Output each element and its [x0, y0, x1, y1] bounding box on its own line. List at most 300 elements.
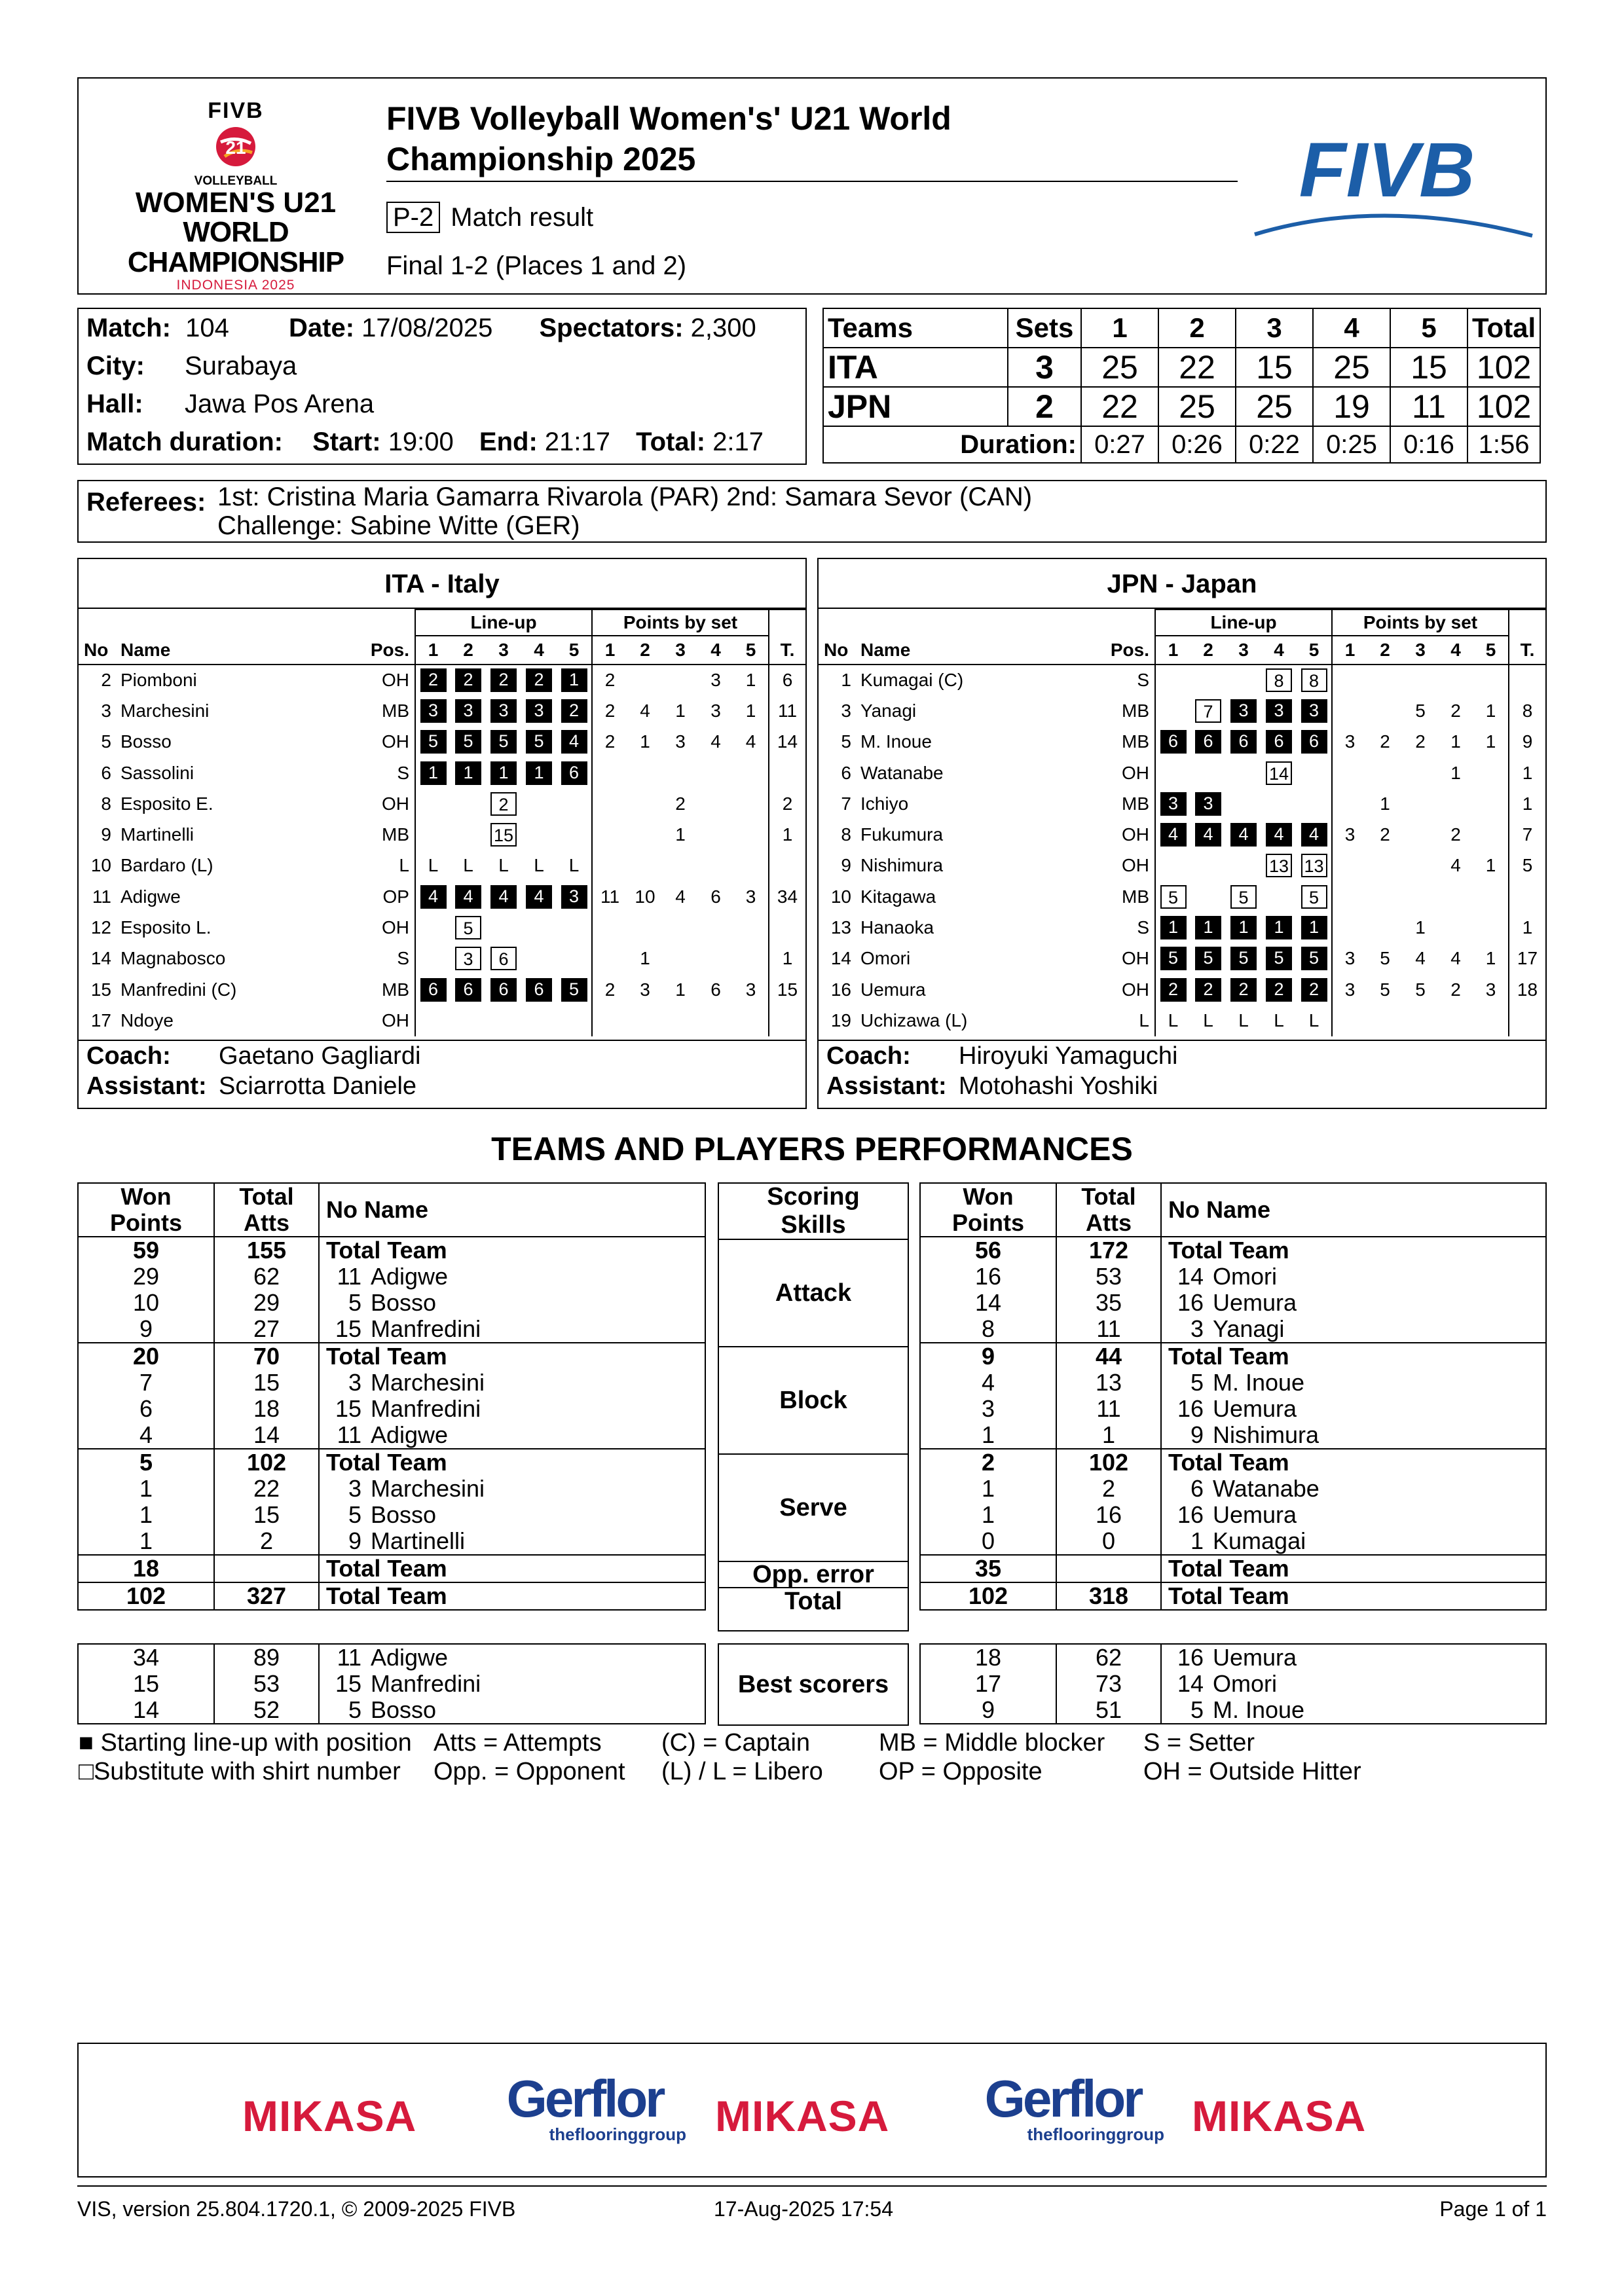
set-points: [1332, 757, 1367, 788]
set-points: [698, 912, 733, 943]
gerflor-tagline: theflooringgroup: [549, 2124, 686, 2144]
won-points: 3: [920, 1396, 1056, 1422]
starting-position-box: 1: [1301, 916, 1327, 939]
starting-position-box: 3: [526, 699, 552, 723]
lineup-cell: [451, 757, 486, 788]
city-value: Surabaya: [185, 352, 297, 380]
player-position: MB: [1122, 731, 1149, 752]
lineup-cell: [1155, 1005, 1190, 1036]
player-number: 5: [1190, 1369, 1204, 1396]
total-points: 102: [1467, 387, 1540, 426]
player-total-points: [1509, 665, 1545, 695]
player-number: 5: [101, 731, 111, 752]
player-name: Total Team: [326, 1555, 447, 1582]
player-position: OH: [1122, 824, 1149, 845]
total-attempts: 27: [214, 1316, 319, 1343]
player-number: 9: [841, 855, 851, 876]
starting-position-box: 5: [1195, 947, 1221, 970]
starting-position-box: 3: [1266, 699, 1292, 723]
player-name: Total Team: [1168, 1555, 1289, 1582]
lineup-cell: [451, 1005, 486, 1036]
set-score: 22: [1081, 387, 1158, 426]
libero-marker: L: [1203, 1010, 1213, 1030]
player-cell: [319, 1671, 705, 1697]
assistant-name: Sciarrotta Daniele: [219, 1072, 417, 1100]
lineup-cell: [1190, 695, 1226, 726]
player-name: Adigwe: [120, 886, 181, 907]
set-points: [698, 788, 733, 819]
set-points: 1: [675, 979, 686, 1000]
starting-position-box: 2: [420, 668, 447, 692]
logo-line1: WOMEN'S U21: [135, 187, 337, 219]
legend-item: (C) = Captain: [661, 1729, 811, 1757]
lineup-cell: [1297, 943, 1332, 974]
team-a-performance-table: [77, 1182, 706, 1611]
starting-position-box: 5: [420, 730, 447, 754]
set-points: [698, 943, 733, 974]
set-points: [592, 757, 627, 788]
player-position: S: [397, 762, 409, 783]
total-attempts: 11: [1056, 1316, 1161, 1343]
set-duration: 0:22: [1236, 426, 1313, 463]
start-label: Start:: [312, 428, 381, 456]
set-points: 5: [1415, 700, 1426, 721]
won-points-header: [78, 1183, 214, 1237]
player-row: [819, 727, 1545, 757]
lineup-cell: [1155, 819, 1190, 850]
substitute-number-box: 3: [455, 947, 481, 970]
player-number: 8: [101, 793, 111, 814]
starting-position-box: 4: [490, 885, 517, 909]
lineup-cell: [1155, 850, 1190, 881]
set-points: 4: [1450, 948, 1461, 969]
header-line: Points: [109, 1209, 182, 1236]
player-cell: [1161, 1644, 1546, 1671]
set-points: [592, 819, 627, 850]
player-name: Yanagi: [1213, 1315, 1285, 1342]
lineup-cell: [1261, 1005, 1297, 1036]
lineup-cell: [1226, 943, 1261, 974]
libero-marker: L: [1168, 1010, 1179, 1030]
set-points: [1367, 1005, 1403, 1036]
player-row: [79, 695, 805, 726]
set-points: [1367, 850, 1403, 881]
lineup-cell: [415, 943, 451, 974]
player-cell: [319, 1555, 705, 1582]
set-points: [1438, 788, 1473, 819]
total-attempts: 51: [1056, 1697, 1161, 1724]
player-total-points: [769, 850, 805, 881]
performances-title: TEAMS AND PLAYERS PERFORMANCES: [491, 1131, 1133, 1167]
player-total-points: 17: [1509, 943, 1545, 974]
starting-position-box: 1: [1160, 916, 1187, 939]
logo-volleyball-text: VOLLEYBALL: [194, 174, 278, 188]
set-points: [1438, 912, 1473, 943]
lineup-cell: [486, 943, 521, 974]
player-name: Esposito L.: [120, 917, 212, 938]
starting-position-box: 3: [1301, 699, 1327, 723]
footer-timestamp: 17-Aug-2025 17:54: [714, 2197, 893, 2221]
spacer-cell: [819, 610, 1155, 636]
player-position: OH: [382, 1010, 409, 1030]
won-points: 4: [920, 1370, 1056, 1396]
player-number: 16: [1177, 1395, 1204, 1422]
performance-row: [78, 1502, 705, 1528]
gerflor-logo-text: Gerflor: [984, 2069, 1141, 2128]
lineup-cell: [1226, 727, 1261, 757]
starting-position-box: 3: [561, 885, 587, 909]
player-name: Marchesini: [371, 1475, 485, 1502]
lineup-cell: [521, 695, 557, 726]
substitute-number-box: 7: [1195, 699, 1221, 723]
performance-row: [78, 1290, 705, 1316]
player-total-points: 34: [769, 881, 805, 912]
document-title: [386, 98, 1238, 179]
lineup-cell: [1297, 695, 1332, 726]
performance-row: [78, 1555, 705, 1582]
won-points: 9: [78, 1316, 214, 1343]
performance-row: [920, 1582, 1546, 1610]
set-points: 2: [1380, 824, 1390, 845]
player-row: [79, 665, 805, 695]
score-header: 3: [1236, 308, 1313, 348]
player-cell: [1161, 1422, 1546, 1449]
player-number: 15: [335, 1395, 361, 1422]
libero-marker: L: [1274, 1010, 1284, 1030]
set-points: 2: [675, 793, 686, 814]
skill-label: Total: [784, 1587, 842, 1615]
lineup-cell: [1190, 788, 1226, 819]
score-header: Sets: [1008, 308, 1081, 348]
player-cell: [319, 1343, 705, 1370]
header-line: Won: [120, 1183, 172, 1210]
player-total-points: 1: [1509, 757, 1545, 788]
won-points: 18: [920, 1644, 1056, 1671]
col-lineup-set: 4: [1274, 640, 1284, 660]
col-points-set: 5: [1485, 640, 1496, 660]
player-position: MB: [1122, 700, 1149, 721]
set-points: 2: [1450, 824, 1461, 845]
lineup-cell: [486, 665, 521, 695]
doc-code-badge: P-2: [386, 202, 440, 233]
set-points: [733, 912, 769, 943]
set-points: [1403, 757, 1438, 788]
team-b-coach: [819, 1040, 1545, 1071]
lineup-cell: [1261, 665, 1297, 695]
set-points: [1332, 850, 1367, 881]
team-b-title: JPN - Japan: [819, 559, 1545, 609]
lineup-cell: [1190, 943, 1226, 974]
spectators-count: 2,300: [690, 314, 756, 342]
player-number: 14: [90, 948, 111, 969]
starting-position-box: 3: [490, 699, 517, 723]
best-scorer-row: [920, 1644, 1546, 1671]
starting-position-box: 3: [1230, 699, 1257, 723]
set-points: 1: [675, 700, 686, 721]
lineup-cell: [521, 788, 557, 819]
set-points: [1332, 665, 1367, 695]
won-points: 1: [78, 1502, 214, 1528]
team-b-lineup-table: [819, 609, 1545, 1036]
player-number: 3: [841, 700, 851, 721]
libero-marker: L: [1238, 1010, 1249, 1030]
player-position: OH: [1122, 979, 1149, 1000]
set-points: 3: [1485, 979, 1496, 1000]
best-scorer-row: [920, 1671, 1546, 1697]
score-row-team-a: [823, 348, 1540, 387]
starting-position-box: 5: [561, 978, 587, 1002]
lineup-cell: [1261, 695, 1297, 726]
won-points: 4: [78, 1422, 214, 1449]
set-points: [1332, 788, 1367, 819]
player-cell: [1161, 1476, 1546, 1502]
logo-line2: WORLD CHAMPIONSHIP: [127, 216, 344, 278]
coach-name: Hiroyuki Yamaguchi: [959, 1042, 1178, 1070]
set-points: [663, 1005, 698, 1036]
lineup-cell: [557, 757, 592, 788]
set-points: 4: [745, 731, 756, 752]
set-points: 4: [1450, 855, 1461, 876]
set-points: 1: [640, 731, 650, 752]
player-name: Watanabe: [860, 762, 944, 783]
player-cell: [319, 1528, 705, 1555]
total-attempts: [1056, 1555, 1161, 1582]
total-attempts: 18: [214, 1396, 319, 1422]
total-attempts: 29: [214, 1290, 319, 1316]
fivb-logo: [1249, 131, 1538, 242]
performance-row: [78, 1528, 705, 1555]
performance-row: [78, 1422, 705, 1449]
substitute-number-box: 5: [1160, 885, 1187, 909]
starting-position-box: 2: [1230, 978, 1257, 1002]
performance-row: [78, 1582, 705, 1610]
header-line: Scoring: [767, 1183, 860, 1211]
col-no: No: [824, 639, 849, 660]
player-total-points: 15: [769, 974, 805, 1005]
total-attempts: 2: [1056, 1476, 1161, 1502]
score-table: [822, 308, 1541, 464]
lineup-cell: [557, 819, 592, 850]
player-cell: [319, 1316, 705, 1343]
set-points: 2: [1415, 731, 1426, 752]
lineup-cell: [486, 727, 521, 757]
player-position: OH: [382, 793, 409, 814]
date-label: Date:: [289, 314, 355, 342]
svg-text:21: 21: [225, 137, 246, 158]
lineup-cell: [521, 1005, 557, 1036]
end-label: End:: [479, 428, 538, 456]
duration-label: Match duration:: [86, 428, 283, 456]
total-attempts: 53: [214, 1671, 319, 1697]
lineup-cell: [415, 912, 451, 943]
player-number: 14: [830, 948, 851, 969]
volleyball-icon: [213, 124, 259, 170]
set-points: 1: [640, 948, 650, 969]
total-attempts: 13: [1056, 1370, 1161, 1396]
total-attempts: 15: [214, 1370, 319, 1396]
player-number: 1: [1190, 1527, 1204, 1554]
player-cell: [1161, 1316, 1546, 1343]
header-line: Won: [963, 1183, 1014, 1210]
legend-item: □Substitute with shirt number: [79, 1758, 401, 1785]
set-points: 1: [1485, 731, 1496, 752]
lineup-cell: [415, 757, 451, 788]
lineup-cell: [1261, 727, 1297, 757]
lineup-cell: [1297, 881, 1332, 912]
lineup-cell: [451, 695, 486, 726]
lineup-cell: [1226, 1005, 1261, 1036]
legend-item: (L) / L = Libero: [661, 1758, 823, 1785]
lineup-cell: [1261, 850, 1297, 881]
player-number: 5: [348, 1696, 361, 1723]
set-points: 1: [1415, 917, 1426, 938]
player-row: [79, 850, 805, 881]
player-name: Omori: [860, 948, 911, 969]
lineup-cell: [486, 1005, 521, 1036]
total-attempts: 15: [214, 1502, 319, 1528]
player-number: 9: [348, 1527, 361, 1554]
player-total-points: 14: [769, 727, 805, 757]
player-total-points: 6: [769, 665, 805, 695]
set-points: [733, 1005, 769, 1036]
player-name: Kumagai: [1213, 1527, 1306, 1554]
starting-position-box: 3: [420, 699, 447, 723]
starting-position-box: 4: [1301, 823, 1327, 847]
player-name: Total Team: [326, 1343, 447, 1370]
legend-item: OH = Outside Hitter: [1143, 1758, 1361, 1785]
starting-position-box: 5: [1160, 947, 1187, 970]
title-line2: Championship 2025: [386, 141, 696, 177]
player-row: [819, 665, 1545, 695]
performance-row: [920, 1449, 1546, 1476]
player-row: [79, 788, 805, 819]
player-name: Kumagai (C): [860, 670, 964, 691]
lineup-cell: [557, 788, 592, 819]
set-points: [1403, 881, 1438, 912]
set-points: 3: [1332, 727, 1367, 757]
scoring-skills-header: [719, 1184, 908, 1240]
player-number: 1: [841, 670, 851, 691]
player-name: Total Team: [1168, 1449, 1289, 1476]
total-attempts: 14: [214, 1422, 319, 1449]
set-points: [592, 1005, 627, 1036]
player-total-points: 2: [769, 788, 805, 819]
set-points: [1367, 665, 1403, 695]
won-points: 102: [78, 1582, 214, 1610]
col-lineup-set: 2: [1203, 640, 1213, 660]
player-position: S: [1137, 670, 1149, 691]
player-row: [79, 1005, 805, 1036]
starting-position-box: 2: [490, 668, 517, 692]
lineup-cell: [451, 850, 486, 881]
lineup-cell: [451, 974, 486, 1005]
player-name: Kitagawa: [860, 886, 936, 907]
player-number: 6: [1190, 1475, 1204, 1502]
lineup-cell: [1297, 974, 1332, 1005]
player-row: [819, 757, 1545, 788]
player-cell: [319, 1449, 705, 1476]
lineup-cell: [557, 912, 592, 943]
player-number: 11: [337, 1421, 361, 1448]
player-cell: [1161, 1528, 1546, 1555]
col-lineup-set: 5: [1308, 640, 1320, 660]
total-attempts: 53: [1056, 1264, 1161, 1290]
referees-label: Referees:: [86, 488, 206, 517]
starting-position-box: 2: [526, 668, 552, 692]
col-points-set: 3: [675, 640, 686, 660]
set-score: 25: [1081, 348, 1158, 387]
lineup-cell: [1226, 665, 1261, 695]
col-points-set: 3: [1415, 640, 1426, 660]
won-points: 1: [78, 1528, 214, 1555]
lineup-cell: [1155, 665, 1190, 695]
score-header: Teams: [823, 308, 1008, 348]
player-name: Bosso: [371, 1696, 437, 1723]
player-position: S: [397, 948, 409, 969]
lineup-cell: [1261, 881, 1297, 912]
starting-position-box: 5: [455, 730, 481, 754]
match-info: [77, 308, 807, 465]
player-row: [79, 819, 805, 850]
starting-position-box: 6: [1230, 730, 1257, 754]
lineup-cell: [451, 943, 486, 974]
won-points: 18: [78, 1555, 214, 1582]
player-name: Ndoye: [120, 1010, 174, 1030]
player-number: 6: [101, 762, 111, 783]
best-scorer-row: [920, 1697, 1546, 1724]
total-attempts: 89: [214, 1644, 319, 1671]
starting-position-box: 3: [1195, 792, 1221, 816]
lineup-section-header: [79, 610, 805, 636]
performance-row: [920, 1476, 1546, 1502]
set-points: 5: [1415, 979, 1426, 1000]
set-points: [1367, 912, 1403, 943]
mikasa-logo: MIKASA: [715, 2092, 890, 2140]
lineup-cell: [415, 881, 451, 912]
player-number: 10: [830, 886, 851, 907]
lineup-cell: [1155, 974, 1190, 1005]
sets-won: 2: [1008, 387, 1081, 426]
set-points: 3: [745, 886, 756, 907]
starting-position-box: 4: [561, 730, 587, 754]
starting-position-box: 6: [526, 978, 552, 1002]
starting-position-box: 2: [1301, 978, 1327, 1002]
player-position: L: [1139, 1010, 1149, 1030]
player-total-points: 1: [769, 819, 805, 850]
total-attempts: 0: [1056, 1528, 1161, 1555]
starting-position-box: 5: [1266, 947, 1292, 970]
player-cell: [1161, 1582, 1546, 1610]
starting-position-box: 2: [1266, 978, 1292, 1002]
set-points: 2: [592, 974, 627, 1005]
lineup-cell: [1261, 819, 1297, 850]
title-divider: [386, 181, 1238, 182]
player-row: [79, 943, 805, 974]
set-points: [1332, 1005, 1367, 1036]
duration-row-label: Duration:: [823, 426, 1081, 463]
player-number: 16: [830, 979, 851, 1000]
lineup-cell: [486, 819, 521, 850]
starting-position-box: 4: [1230, 823, 1257, 847]
player-total-points: [769, 912, 805, 943]
player-cell: [1161, 1697, 1546, 1724]
set-points: [1367, 881, 1403, 912]
player-name: M. Inoue: [860, 731, 932, 752]
player-cell: [319, 1644, 705, 1671]
team-b-best-scorers: [919, 1643, 1547, 1724]
logo-line3: INDONESIA 2025: [176, 278, 295, 293]
starting-position-box: 6: [455, 978, 481, 1002]
